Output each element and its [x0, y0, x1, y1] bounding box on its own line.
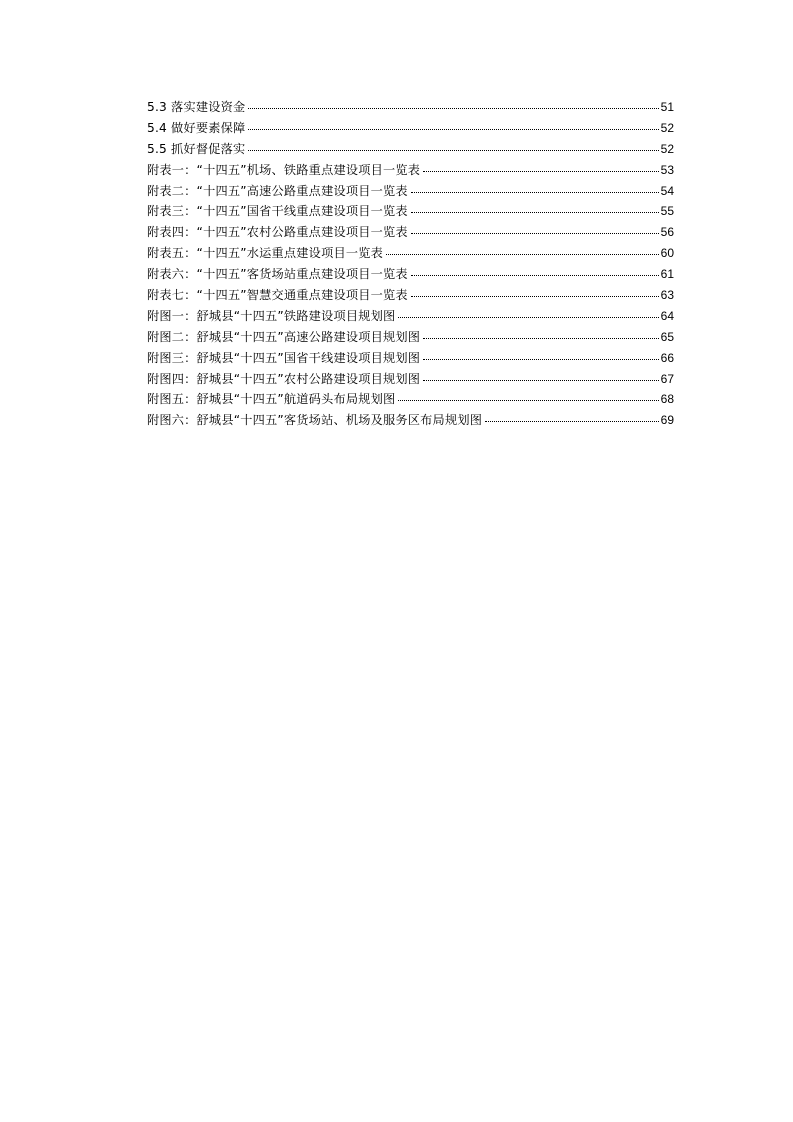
- toc-entry-title: 附图二：舒城县“十四五”高速公路建设项目规划图: [147, 329, 421, 344]
- toc-entry-page-number: 66: [660, 350, 674, 365]
- toc-entry-page-number: 52: [660, 141, 674, 156]
- toc-entry-page-number: 60: [660, 246, 674, 261]
- toc-dot-leader: [411, 233, 659, 234]
- toc-entry[interactable]: [147, 97, 674, 118]
- toc-entry-page-number: 63: [660, 288, 674, 303]
- toc-dot-leader: [485, 421, 659, 422]
- toc-dot-leader: [411, 275, 659, 276]
- toc-entry[interactable]: [147, 348, 674, 369]
- toc-entry-title: 附图四：舒城县“十四五”农村公路建设项目规划图: [147, 371, 421, 386]
- toc-entry-title: 5.5 抓好督促落实: [147, 141, 246, 156]
- toc-entry[interactable]: [147, 410, 674, 431]
- toc-entry[interactable]: [147, 181, 674, 202]
- toc-entry[interactable]: [147, 369, 674, 390]
- toc-entry-page-number: 53: [660, 162, 674, 177]
- toc-entry-page-number: 68: [660, 392, 674, 407]
- toc-dot-leader: [248, 150, 658, 151]
- toc-dot-leader: [423, 359, 658, 360]
- toc-dot-leader: [398, 317, 658, 318]
- toc-entry[interactable]: [147, 327, 674, 348]
- toc-entry[interactable]: [147, 160, 674, 181]
- toc-dot-leader: [386, 254, 659, 255]
- toc-entry-page-number: 65: [660, 329, 674, 344]
- toc-entry-page-number: 69: [660, 413, 674, 428]
- toc-entry-title: 附图三：舒城县“十四五”国省干线建设项目规划图: [147, 350, 421, 365]
- toc-entry-title: 附图五：舒城县“十四五”航道码头布局规划图: [147, 392, 396, 407]
- toc-entry-page-number: 61: [660, 267, 674, 282]
- toc-entry[interactable]: [147, 285, 674, 306]
- toc-entry-title: 附图六：舒城县“十四五”客货场站、机场及服务区布局规划图: [147, 413, 483, 428]
- toc-entry-page-number: 54: [660, 183, 674, 198]
- toc-entry[interactable]: [147, 118, 674, 139]
- toc-entry-title: 附表六：“十四五”客货场站重点建设项目一览表: [147, 267, 408, 282]
- toc-dot-leader: [423, 171, 658, 172]
- toc-entry[interactable]: [147, 201, 674, 222]
- table-of-contents: [147, 97, 674, 431]
- toc-entry-page-number: 56: [660, 225, 674, 240]
- toc-dot-leader: [411, 296, 659, 297]
- toc-entry-title: 5.3 落实建设资金: [147, 100, 246, 114]
- toc-entry[interactable]: [147, 389, 674, 410]
- toc-entry-title: 5.4 做好要素保障: [147, 120, 246, 135]
- toc-dot-leader: [423, 338, 658, 339]
- toc-entry-page-number: 55: [660, 204, 674, 219]
- toc-dot-leader: [411, 212, 659, 213]
- toc-entry-page-number: 51: [660, 100, 674, 114]
- toc-entry-title: 附表四：“十四五”农村公路重点建设项目一览表: [147, 225, 408, 240]
- toc-entry[interactable]: [147, 243, 674, 264]
- toc-entry-page-number: 52: [660, 120, 674, 135]
- toc-entry-page-number: 67: [660, 371, 674, 386]
- toc-entry[interactable]: [147, 264, 674, 285]
- toc-entry-title: 附图一：舒城县“十四五”铁路建设项目规划图: [147, 308, 396, 323]
- toc-entry-title: 附表二：“十四五”高速公路重点建设项目一览表: [147, 183, 408, 198]
- toc-entry-title: 附表三：“十四五”国省干线重点建设项目一览表: [147, 204, 408, 219]
- toc-entry-page-number: 64: [660, 308, 674, 323]
- toc-dot-leader: [411, 192, 659, 193]
- toc-dot-leader: [248, 129, 658, 130]
- toc-entry-title: 附表五：“十四五”水运重点建设项目一览表: [147, 246, 384, 261]
- toc-entry-title: 附表一：“十四五”机场、铁路重点建设项目一览表: [147, 162, 421, 177]
- toc-entry[interactable]: [147, 306, 674, 327]
- toc-dot-leader: [248, 108, 658, 109]
- toc-entry[interactable]: [147, 139, 674, 160]
- toc-dot-leader: [423, 380, 658, 381]
- toc-entry-title: 附表七：“十四五”智慧交通重点建设项目一览表: [147, 288, 408, 303]
- toc-dot-leader: [398, 400, 658, 401]
- toc-entry[interactable]: [147, 222, 674, 243]
